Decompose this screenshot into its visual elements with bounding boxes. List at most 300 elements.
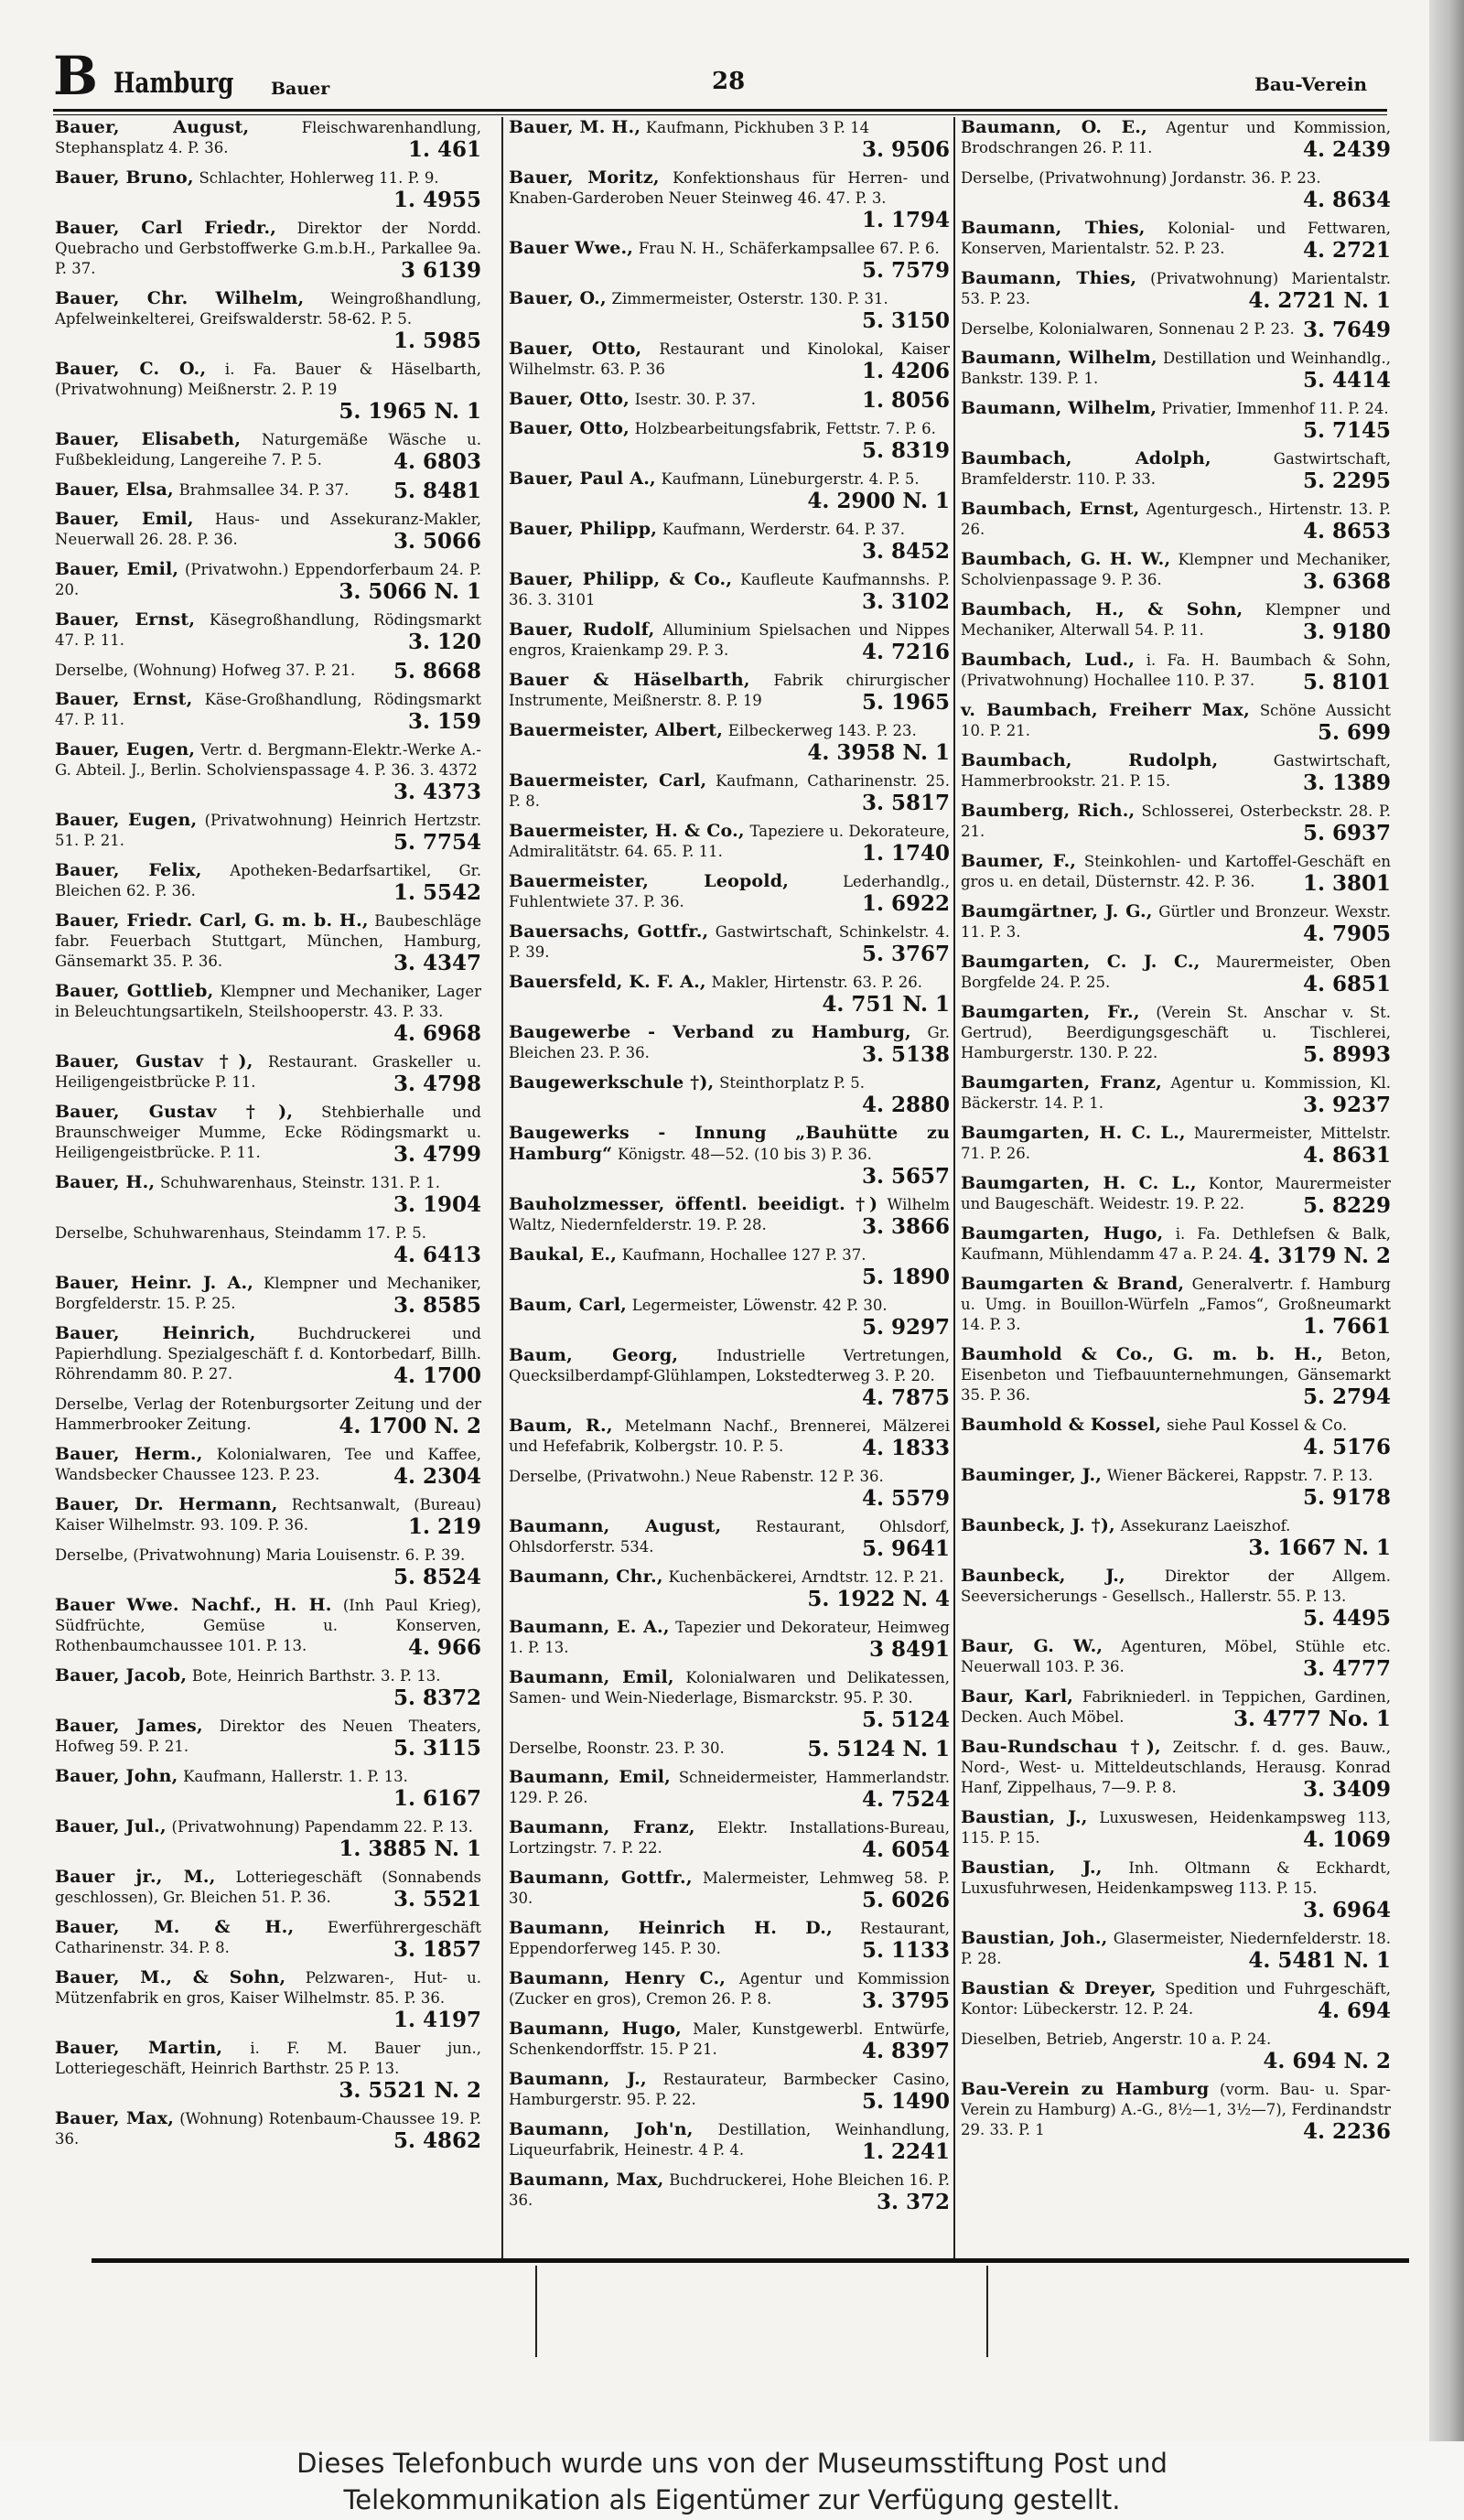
entry-description: Steinthorplatz P. 5.	[719, 1074, 865, 1092]
phone-number: 3. 8585	[393, 1293, 481, 1318]
entry-name: Baumann, E. A.,	[509, 1617, 670, 1637]
entry-name: Baumer, F.,	[961, 851, 1077, 871]
entry-description: Buchdruckerei, Hohe Bleichen 16. P. 36.	[509, 2171, 951, 2209]
entry-description: Kolonialwaren und Delikatessen, Samen- und Wein-Niederlage, Bismarckstr. 95. P. 30.	[509, 1669, 950, 1707]
phone-number: 3. 5066 N. 1	[339, 579, 481, 604]
entry-name: Baumbach, Rudolph,	[961, 750, 1219, 770]
entry-name: Baumann, August,	[509, 1516, 722, 1536]
directory-entry	[961, 952, 1391, 996]
scan-edge	[1429, 0, 1464, 2441]
entry-name: Bauer, James,	[55, 1716, 203, 1736]
directory-entry	[55, 359, 481, 423]
phone-number: 4. 6054	[861, 1837, 950, 1862]
directory-column-3	[961, 117, 1391, 2149]
phone-number: 3. 372	[876, 2190, 950, 2214]
entry-description: Zeitschr. f. d. ges. Bauw., Nord-, West- u. Mitteldeutschlands, Herausg. Konrad Hanf, Zippelhaus, 7—9. P. 8.	[961, 1739, 1391, 1796]
entry-description: Beton, Eisenbeton und Tiefbauunternehmungen, Gänsemarkt 35. P. 36.	[961, 1346, 1391, 1404]
directory-entry	[55, 609, 481, 653]
header-rule-thin	[53, 114, 1387, 115]
phone-number: 5. 2794	[1302, 1384, 1391, 1409]
directory-entry	[509, 1968, 950, 2012]
directory-entry	[961, 1636, 1391, 1680]
phone-number: 3. 4798	[393, 1072, 481, 1096]
entry-name: v. Baumbach, Freiherr Max,	[961, 700, 1250, 720]
directory-entry	[961, 1465, 1391, 1509]
entry-name: Bauer, M., & Sohn,	[55, 1967, 286, 1987]
directory-entry	[509, 418, 950, 462]
entry-name: Bau-Verein zu Hamburg	[961, 2079, 1210, 2099]
entry-description: Derselbe, Verlag der Rotenburgsorter Zeitung und der Hammerbrooker Zeitung.	[55, 1395, 481, 1433]
entry-description: Rechtsanwalt, (Bureau) Kaiser Wilhelmstr. 93. 109. P. 36.	[55, 1496, 481, 1534]
archive-notice	[0, 2441, 1464, 2520]
directory-entry	[961, 117, 1391, 161]
directory-entry	[509, 238, 950, 282]
directory-entry	[509, 619, 950, 663]
entry-name: Baum, Georg,	[509, 1345, 679, 1365]
entry-name: Baum, Carl,	[509, 1295, 627, 1315]
entry-name: Baugewerbe - Verband zu Hamburg,	[509, 1022, 911, 1042]
phone-number: 5. 1133	[861, 1938, 950, 1963]
entry-name: Bauer, M. H.,	[509, 117, 641, 137]
entry-name: Baumann, Max,	[509, 2170, 664, 2190]
entry-description: Klempner und Mechaniker, Borgfelderstr. 15. P. 25.	[55, 1275, 481, 1312]
directory-entry	[509, 1617, 950, 1661]
archive-notice-line-1: Dieses Telefonbuch wurde uns von der Museumsstiftung Post und	[296, 2448, 1168, 2479]
entry-name: Bauer, John,	[55, 1766, 178, 1786]
phone-number: 1. 461	[407, 137, 481, 162]
directory-entry	[961, 318, 1391, 341]
entry-description: (Privatwohnung) Papendamm 22. P. 13.	[171, 1818, 473, 1836]
directory-entry	[961, 1978, 1391, 2022]
entry-name: Bauer, Chr. Wilhelm,	[55, 288, 305, 308]
entry-name: Bauer, Herm.,	[55, 1444, 203, 1464]
entry-name: Bauer, C. O.,	[55, 359, 207, 379]
entry-name: Baumbach, H., & Sohn,	[961, 599, 1243, 619]
phone-number: 3. 4347	[393, 951, 481, 975]
entry-description: Frau N. H., Schäferkampsallee 67. P. 6.	[638, 240, 940, 257]
directory-entry	[55, 1967, 481, 2031]
section-letter: B	[53, 45, 99, 107]
directory-entry	[509, 1244, 950, 1288]
directory-entry	[55, 810, 481, 854]
entry-name: Bauer, August,	[55, 117, 250, 137]
phone-number: 1. 3885 N. 1	[339, 1836, 481, 1861]
entry-name: Bauermeister, Carl,	[509, 770, 707, 791]
entry-name: Baumann, Thies,	[961, 268, 1137, 288]
entry-description: i. Fa. Bauer & Häselbarth, (Privatwohnung) Meißnerstr. 2. P. 19	[55, 361, 481, 398]
phone-number: 5. 699	[1317, 720, 1391, 745]
phone-number: 4. 5481 N. 1	[1248, 1948, 1391, 1973]
phone-number: 4. 966	[407, 1635, 481, 1660]
entry-description: Baubeschläge fabr. Feuerbach Stuttgart, München, Hamburg, Gänsemarkt 35. P. 36.	[55, 912, 481, 970]
entry-name: Bauer, Elisabeth,	[55, 429, 242, 449]
entry-name: Baumann, Heinrich H. D.,	[509, 1918, 833, 1938]
entry-name: Baumgarten, Hugo,	[961, 1223, 1164, 1244]
entry-description: Isestr. 30. P. 37.	[634, 391, 757, 408]
directory-entry	[961, 2029, 1391, 2073]
entry-description: (Inh Paul Krieg), Südfrüchte, Gemüse u. Konserven, Rothenbaumchaussee 101. P. 13.	[55, 1597, 481, 1654]
entry-description: Kaufmann, Hallerstr. 1. P. 13.	[183, 1768, 408, 1785]
phone-number: 4. 6851	[1302, 972, 1391, 996]
page-header	[53, 45, 1367, 108]
entry-name: Bauersachs, Gottfr.,	[509, 921, 709, 942]
directory-entry	[961, 398, 1391, 442]
directory-entry	[961, 1807, 1391, 1851]
phone-number: 5. 1965 N. 1	[339, 399, 481, 424]
directory-entry	[55, 689, 481, 733]
phone-number: 4. 2721 N. 1	[1248, 288, 1391, 313]
entry-description: Kolonial- und Fettwaren, Konserven, Marientalstr. 52. P. 23.	[961, 220, 1391, 257]
directory-entry	[961, 1566, 1391, 1630]
phone-number: 4. 2880	[861, 1093, 950, 1117]
directory-entry	[961, 1737, 1391, 1801]
directory-entry	[509, 720, 950, 764]
phone-number: 3. 9506	[861, 137, 950, 162]
entry-description: Schlosserei, Osterbeckstr. 28. P. 21.	[961, 802, 1391, 840]
phone-number: 5. 4495	[1302, 1606, 1391, 1631]
entry-name: Baumgarten, Fr.,	[961, 1002, 1140, 1022]
entry-name: Baur, Karl,	[961, 1686, 1074, 1707]
directory-entry	[55, 1816, 481, 1860]
entry-name: Baumgarten & Brand,	[961, 1274, 1185, 1294]
phone-number: 3 8491	[868, 1637, 950, 1662]
entry-description: Restaurant, Eppendorferweg 145. P. 30.	[509, 1920, 950, 1957]
phone-number: 5. 1922 N. 4	[807, 1587, 950, 1611]
entry-description: Maurermeister, Oben Borgfelde 24. P. 25.	[961, 953, 1391, 991]
phone-number: 5. 8993	[1302, 1042, 1391, 1067]
directory-entry	[961, 851, 1391, 895]
entry-name: Bauermeister, Leopold,	[509, 871, 790, 891]
phone-number: 5. 9297	[861, 1315, 950, 1340]
entry-description: (Wohnung) Rotenbaum-Chaussee 19. P. 36.	[55, 2110, 481, 2148]
phone-number: 1. 4955	[393, 188, 481, 212]
phone-number: 1. 4206	[861, 359, 950, 383]
phone-number: 5. 6937	[1302, 821, 1391, 845]
directory-entry	[509, 339, 950, 382]
directory-entry	[961, 167, 1391, 211]
directory-entry	[55, 1716, 481, 1760]
entry-description: Tapeziere u. Dekorateure, Admiralitätstr. 64. 65. P. 11.	[509, 823, 950, 860]
entry-name: Baumgarten, C. J. C.,	[961, 952, 1200, 972]
phone-number: 3. 4777 No. 1	[1233, 1707, 1391, 1731]
entry-name: Bauer, Ernst,	[55, 689, 193, 709]
phone-number: 1. 2241	[861, 2139, 950, 2164]
phone-number: 3. 3866	[861, 1214, 950, 1239]
entry-description: Destillation und Weinhandlg., Bankstr. 139. P. 1.	[961, 350, 1391, 387]
directory-entry	[961, 1344, 1391, 1408]
directory-entry	[961, 1858, 1391, 1922]
entry-name: Bauer Wwe. Nachf., H. H.	[55, 1595, 332, 1615]
phone-number: 1. 1794	[861, 208, 950, 232]
phone-number: 4. 1700	[393, 1363, 481, 1388]
entry-name: Bauer, Philipp,	[509, 519, 658, 539]
entry-description: Bote, Heinrich Barthstr. 3. P. 13.	[191, 1667, 441, 1685]
entry-name: Baustian & Dreyer,	[961, 1978, 1157, 1998]
entry-name: Baumgarten, H. C. L.,	[961, 1173, 1197, 1193]
directory-entry	[509, 1416, 950, 1459]
phone-number: 3. 5817	[861, 791, 950, 815]
phone-number: 4. 1069	[1302, 1827, 1391, 1852]
entry-name: Bauer, Martin,	[55, 2038, 223, 2058]
entry-description: Derselbe, (Privatwohn.) Neue Rabenstr. 12 P. 36.	[509, 1468, 884, 1485]
directory-entry	[55, 981, 481, 1045]
directory-entry	[961, 750, 1391, 794]
entry-name: Baukal, E.,	[509, 1244, 618, 1265]
entry-name: Baumann, Hugo,	[509, 2019, 682, 2039]
entry-description: Derselbe, Kolonialwaren, Sonnenau 2 P. 23.	[961, 320, 1295, 338]
phone-number: 3. 3102	[861, 589, 950, 614]
entry-description: Haus- und Assekuranz-Makler, Neuerwall 26. 28. P. 36.	[55, 511, 481, 548]
directory-entry	[961, 1123, 1391, 1167]
entry-description: Kaufleute Kaufmannshs. P. 36. 3. 3101	[509, 571, 950, 608]
phone-number: 1. 7661	[1302, 1314, 1391, 1339]
entry-name: Baumann, Wilhelm,	[961, 348, 1157, 368]
directory-entry	[509, 1123, 950, 1188]
directory-entry	[55, 1323, 481, 1387]
phone-number: 3. 4799	[393, 1142, 481, 1167]
phone-number: 5. 8229	[1302, 1193, 1391, 1218]
entry-name: Bauer Wwe.,	[509, 238, 634, 258]
entry-description: Kaufmann, Lüneburgerstr. 4. P. 5.	[661, 470, 920, 488]
phone-number: 5. 9178	[1302, 1485, 1391, 1510]
entry-description: Vertr. d. Bergmann-Elektr.-Werke A.-G. Abteil. J., Berlin. Scholvienspassage 4. P. 36. 3. 4372	[55, 741, 481, 779]
entry-description: Assekuranz Laeiszhof.	[1120, 1517, 1291, 1535]
entry-description: Stehbierhalle und Braunschweiger Mumme, Ecke Rödingsmarkt u. Heiligengeistbrücke. P. 11.	[55, 1104, 481, 1161]
entry-description: Luxuswesen, Heidenkampsweg 113, 115. P. 15.	[961, 1809, 1391, 1847]
entry-description: Brahmsallee 34. P. 37.	[178, 481, 350, 499]
last-entry-keyword: Bau-Verein	[1254, 73, 1367, 95]
directory-entry	[55, 117, 481, 161]
entry-description: Direktor der Nordd. Quebracho und Gerbstoffwerke G.m.b.H., Parkallee 9a. P. 37.	[55, 220, 481, 277]
entry-description: Steinkohlen- und Kartoffel-Geschäft en gros u. en detail, Düsternstr. 42. P. 36.	[961, 853, 1391, 890]
entry-name: Bauer, Jul.,	[55, 1816, 167, 1836]
phone-number: 4. 2439	[1302, 137, 1391, 162]
directory-entry	[961, 1686, 1391, 1730]
entry-name: Baunbeck, J. †),	[961, 1515, 1115, 1535]
directory-entry	[55, 218, 481, 282]
directory-entry	[509, 921, 950, 965]
first-entry-keyword: Bauer	[271, 79, 330, 99]
entry-description: Malermeister, Lehmweg 58. P. 30.	[509, 1869, 950, 1907]
directory-entry	[55, 288, 481, 352]
phone-number: 1. 4197	[393, 2008, 481, 2032]
directory-column-1	[55, 117, 481, 2159]
entry-description: Glasermeister, Niedernfelderstr. 18. P. 28.	[961, 1930, 1391, 1967]
phone-number: 3. 6964	[1302, 1898, 1391, 1922]
entry-description: Industrielle Vertretungen, Quecksilberdampf-Glühlampen, Lokstedterweg 3. P. 20.	[509, 1347, 950, 1384]
phone-number: 4. 2304	[393, 1464, 481, 1489]
phone-number: 4. 694 N. 2	[1263, 2049, 1391, 2073]
directory-entry	[961, 218, 1391, 262]
phone-number: 4. 694	[1317, 1998, 1391, 2023]
phone-number: 5. 9641	[861, 1536, 950, 1561]
entry-description: Derselbe, Roonstr. 23. P. 30.	[509, 1739, 725, 1757]
entry-description: Agentur und Kommission (Zucker en gros), Cremon 26. P. 8.	[509, 1970, 951, 2008]
entry-description: (Privatwohn.) Eppendorferbaum 24. P. 20.	[55, 561, 481, 598]
directory-entry	[509, 167, 950, 232]
directory-entry	[55, 479, 481, 502]
directory-entry	[509, 1817, 950, 1861]
page-number: 28	[712, 68, 746, 95]
phone-number: 4. 3179 N. 2	[1248, 1244, 1391, 1268]
entry-name: Baumhold & Co., G. m. b. H.,	[961, 1344, 1323, 1364]
entry-name: Bauer, Eugen,	[55, 810, 198, 830]
entry-description: Restaurateur, Barmbecker Casino, Hamburgerstr. 95. P. 22.	[509, 2071, 950, 2108]
entry-description: Klempner und Mechaniker, Lager in Beleuchtungsartikeln, Steilshooperstr. 43. P. 33.	[55, 983, 481, 1020]
entry-description: Klempner und Mechaniker, Alterwall 54. P. 11.	[961, 601, 1391, 639]
entry-description: Pelzwaren-, Hut- u. Mützenfabrik en gros, Kaiser Wilhelmstr. 85. P. 36.	[55, 1969, 481, 2007]
directory-entry	[55, 1545, 481, 1588]
phone-number: 5. 2295	[1302, 468, 1391, 493]
directory-entry	[55, 1444, 481, 1488]
entry-name: Bauer, Gustav †),	[55, 1102, 294, 1122]
entry-description: Schlachter, Hohlerweg 11. P. 9.	[199, 169, 439, 187]
entry-description: Königstr. 48—52. (10 bis 3) P. 36.	[618, 1146, 872, 1163]
entry-description: Alluminium Spielsachen und Nippes engros, Kraienkamp 29. P. 3.	[509, 621, 950, 659]
directory-entry	[55, 910, 481, 975]
phone-number: 5. 8668	[393, 659, 481, 684]
entry-name: Baugewerks - Innung „Bauhütte zu Hamburg“	[509, 1123, 950, 1164]
directory-entry	[509, 288, 950, 332]
entry-description: (Privatwohnung) Marientalstr. 53. P. 23.	[961, 270, 1391, 307]
entry-description: Agentur u. Kommission, Kl. Bäckerstr. 14. P. 1.	[961, 1074, 1391, 1112]
entry-description: Wilhelm Waltz, Niedernfelderstr. 19. P. 28.	[509, 1196, 950, 1233]
phone-number: 5. 8524	[393, 1565, 481, 1589]
phone-number: 5. 8481	[393, 479, 481, 503]
entry-description: Konfektionshaus für Herren- und Knaben-Garderoben Neuer Steinweg 46. 47. P. 3.	[509, 169, 950, 207]
directory-entry	[509, 1466, 950, 1510]
entry-name: Baumberg, Rich.,	[961, 801, 1136, 821]
directory-entry	[55, 860, 481, 904]
phone-number: 4. 5579	[861, 1486, 950, 1511]
entry-description: Destillation, Weinhandlung, Liqueurfabrik, Heinestr. 4 P. 4.	[509, 2121, 950, 2159]
entry-name: Bauer, Rudolf,	[509, 619, 655, 640]
entry-description: Dieselben, Betrieb, Angerstr. 10 a. P. 24.	[961, 2030, 1272, 2048]
phone-number: 5. 4414	[1302, 368, 1391, 393]
entry-description: Elektr. Installations-Bureau, Lortzingstr. 7. P. 22.	[509, 1819, 950, 1857]
entry-description: Kaufmann, Werderstr. 64. P. 37.	[662, 521, 906, 538]
directory-entry	[55, 1665, 481, 1709]
phone-number: 5. 7579	[861, 258, 950, 283]
phone-number: 5. 4862	[393, 2128, 481, 2153]
entry-description: Käsegroßhandlung, Rödingsmarkt 47. P. 11.	[55, 611, 482, 649]
entry-description: Holzbearbeitungsfabrik, Fettstr. 7. P. 6.	[634, 420, 936, 437]
directory-entry	[509, 468, 950, 512]
entry-name: Bauer & Häselbarth,	[509, 670, 750, 690]
phone-number: 3. 7649	[1302, 318, 1391, 342]
phone-number: 1. 219	[407, 1514, 481, 1539]
entry-name: Bauer, Otto,	[509, 418, 630, 438]
directory-entry	[55, 1394, 481, 1438]
directory-entry	[509, 1767, 950, 1811]
entry-description: Kolonialwaren, Tee und Kaffee, Wandsbecker Chaussee 123. P. 23.	[55, 1446, 481, 1483]
entry-name: Bauer, M. & H.,	[55, 1917, 295, 1937]
entry-description: Zimmermeister, Osterstr. 130. P. 31.	[611, 290, 888, 307]
phone-number: 1. 3801	[1302, 871, 1391, 896]
entry-name: Baumann, J.,	[509, 2069, 647, 2089]
entry-description: Derselbe, (Wohnung) Hofweg 37. P. 21.	[55, 662, 356, 679]
entry-description: Eilbeckerweg 143. P. 23.	[727, 722, 917, 739]
directory-entry	[509, 1667, 950, 1731]
directory-entry	[55, 2108, 481, 2152]
directory-entry	[55, 739, 481, 803]
entry-name: Bauer, Paul A.,	[509, 468, 656, 489]
directory-entry	[961, 1223, 1391, 1267]
phone-number: 3. 120	[407, 630, 481, 654]
directory-entry	[509, 972, 950, 1016]
directory-entry	[509, 1567, 950, 1610]
phone-number: 5. 8101	[1302, 670, 1391, 695]
entry-description: Tapezier und Dekorateur, Heimweg 1. P. 13.	[509, 1619, 950, 1656]
directory-entry	[509, 1072, 950, 1116]
directory-entry	[961, 549, 1391, 593]
directory-entry	[509, 1022, 950, 1066]
phone-number: 4. 1700 N. 2	[339, 1414, 481, 1438]
entry-description: Buchdruckerei und Papierhdlung. Spezialgeschäft f. d. Kontorbedarf, Billh. Röhrendamm 80. P. 27.	[55, 1325, 481, 1383]
entry-description: Gastwirtschaft, Schinkelstr. 4. P. 39.	[509, 923, 950, 961]
entry-description: i. Fa. H. Baumbach & Sohn, (Privatwohnung) Hochallee 110. P. 37.	[961, 652, 1391, 689]
entry-description: Schuhwarenhaus, Steinstr. 131. P. 1.	[160, 1174, 440, 1191]
phone-number: 4. 8653	[1302, 519, 1391, 544]
entry-description: Direktor des Neuen Theaters, Hofweg 59. P. 21.	[55, 1718, 481, 1755]
directory-entry	[55, 1273, 481, 1317]
entry-name: Bauer, Gottlieb,	[55, 981, 214, 1001]
entry-description: Lederhandlg., Fuhlentwiete 37. P. 36.	[509, 873, 950, 910]
phone-number: 3 6139	[400, 258, 481, 283]
phone-number: 3. 1389	[1302, 770, 1391, 795]
directory-entry	[961, 700, 1391, 744]
entry-description: Schöne Aussicht 10. P. 21.	[961, 702, 1391, 739]
entry-description: Restaurant. Graskeller u. Heiligengeistbrücke P. 11.	[55, 1053, 481, 1091]
phone-number: 3. 5521	[393, 1887, 481, 1912]
phone-number: 3. 9180	[1302, 619, 1391, 644]
directory-entry	[961, 448, 1391, 492]
entry-name: Baum, R.,	[509, 1416, 613, 1436]
entry-description: Spedition und Fuhrgeschäft, Kontor: Lübeckerstr. 12. P. 24.	[961, 1980, 1391, 2018]
entry-description: Agenturen, Möbel, Stühle etc. Neuerwall 103. P. 36.	[961, 1638, 1391, 1675]
phone-number: 1. 5542	[393, 880, 481, 905]
entry-name: Bauer, Dr. Hermann,	[55, 1494, 278, 1514]
directory-entry	[55, 1595, 481, 1659]
directory-entry	[509, 117, 950, 161]
phone-number: 3. 5657	[861, 1164, 950, 1189]
entry-name: Baustian, J.,	[961, 1858, 1103, 1878]
entry-description: Gürtler und Bronzeur. Wexstr. 11. P. 3.	[961, 903, 1391, 941]
entry-description: Fleischwarenhandlung, Stephansplatz 4. P. 36.	[55, 119, 481, 156]
entry-description: (Verein St. Anschar v. St. Gertrud), Beerdigungsgeschäft u. Tischlerei, Hamburgerstr. 130. P. 22.	[961, 1004, 1391, 1061]
entry-description: Kuchenbäckerei, Arndtstr. 12. P. 21.	[668, 1568, 944, 1586]
archive-notice-line-2: Telekommunikation als Eigentümer zur Verfügung gestellt.	[343, 2484, 1121, 2515]
phone-number: 4. 6803	[393, 449, 481, 474]
phone-number: 4. 7905	[1302, 921, 1391, 946]
phone-number: 4. 2900 N. 1	[807, 489, 950, 513]
phone-number: 5. 3767	[861, 942, 950, 966]
entry-description: (vorm. Bau- u. Spar-Verein zu Hamburg) A.-G., 8½—1, 3½—7), Ferdinandstr 29. 33. P. 1	[961, 2081, 1391, 2138]
phone-number: 4. 7875	[861, 1385, 950, 1410]
column-divider-stub	[535, 2266, 537, 2357]
entry-name: Bauer, Jacob,	[55, 1665, 188, 1685]
phone-number: 4. 751 N. 1	[822, 992, 950, 1017]
directory-entry	[961, 268, 1391, 312]
phone-number: 3. 5521 N. 2	[339, 2078, 481, 2103]
directory-entry	[961, 1415, 1391, 1459]
column-divider	[501, 117, 503, 2258]
entry-description: Wiener Bäckerei, Rappstr. 7. P. 13.	[1106, 1467, 1373, 1484]
phone-number: 4. 6413	[393, 1243, 481, 1267]
entry-description: Metelmann Nachf., Brennerei, Mälzerei und Hefefabrik, Kolbergstr. 10. P. 5.	[509, 1417, 950, 1455]
directory-entry	[509, 1738, 950, 1761]
entry-name: Baunbeck, J.,	[961, 1566, 1125, 1586]
